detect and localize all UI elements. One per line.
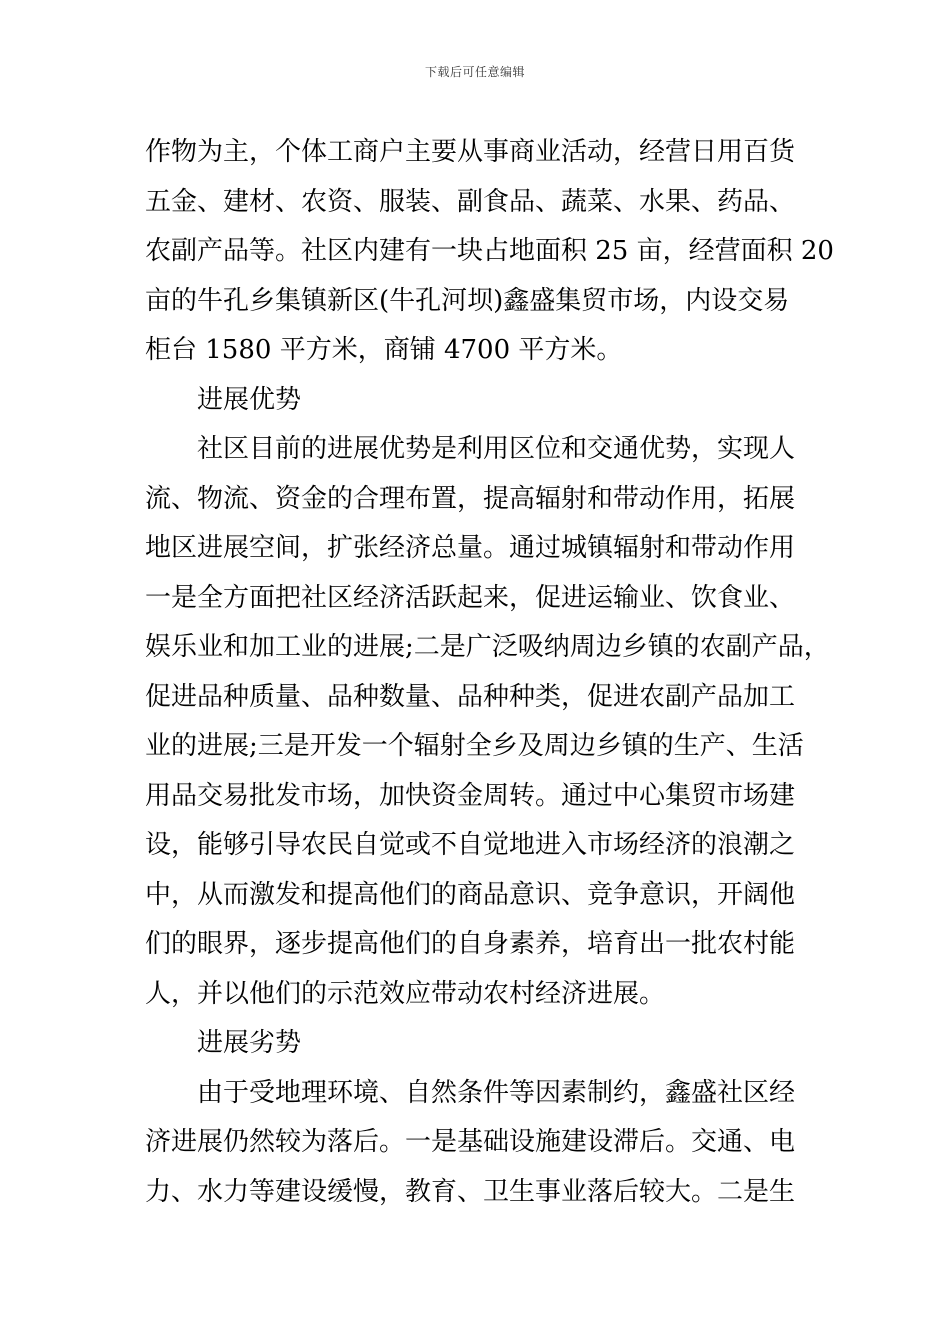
text-line: 设，能够引导农民自觉或不自觉地进入市场经济的浪潮之 — [145, 830, 796, 860]
page-header: 下载后可任意编辑 — [424, 65, 525, 79]
text-line: 社区目前的进展优势是利用区位和交通优势，实现人 — [197, 434, 796, 464]
text-line: 由于受地理环境、自然条件等因素制约，鑫盛社区经 — [197, 1077, 796, 1108]
text-line: 作物为主，个体工商户主要从事商业活动，经营日用百货 — [145, 137, 796, 167]
text-line: 业的进展;三是开发一个辐射全乡及周边乡镇的生产、生活 — [145, 731, 804, 761]
text-line: 地区进展空间，扩张经济总量。通过城镇辐射和带动作用 — [145, 533, 796, 563]
text-line: 人，并以他们的示范效应带动农村经济进展。 — [145, 978, 666, 1009]
text-line: 济进展仍然较为落后。一是基础设施建设滞后。交通、电 — [145, 1127, 796, 1157]
document-body — [145, 128, 834, 1217]
text-line: 柜台 1580 平方米，商铺 4700 平方米。 — [145, 335, 623, 365]
text-line: 流、物流、资金的合理布置，提高辐射和带动作用，拓展 — [145, 483, 796, 514]
text-line: 力、水力等建设缓慢，教育、卫生事业落后较大。二是生 — [145, 1176, 796, 1207]
text-line: 五金、建材、农资、服装、副食品、蔬菜、水果、药品、 — [145, 186, 796, 217]
section-heading-disadvantages: 进展劣势 — [197, 1028, 302, 1058]
text-line: 亩的牛孔乡集镇新区(牛孔河坝)鑫盛集贸市场，内设交易 — [145, 285, 790, 316]
text-line: 农副产品等。社区内建有一块占地面积 25 亩，经营面积 20 — [145, 236, 834, 266]
section-heading-advantages: 进展优势 — [197, 384, 302, 415]
text-line: 用品交易批发市场，加快资金周转。通过中心集贸市场建 — [145, 780, 796, 811]
text-line: 中，从而激发和提高他们的商品意识、竞争意识，开阔他 — [145, 879, 796, 910]
text-line: 娱乐业和加工业的进展;二是广泛吸纳周边乡镇的农副产品， — [145, 632, 830, 662]
text-line: 一是全方面把社区经济活跃起来，促进运输业、饮食业、 — [145, 582, 796, 613]
text-line: 们的眼界，逐步提高他们的自身素养，培育出一批农村能 — [145, 929, 796, 959]
text-line: 促进品种质量、品种数量、品种种类，促进农副产品加工 — [145, 681, 796, 712]
